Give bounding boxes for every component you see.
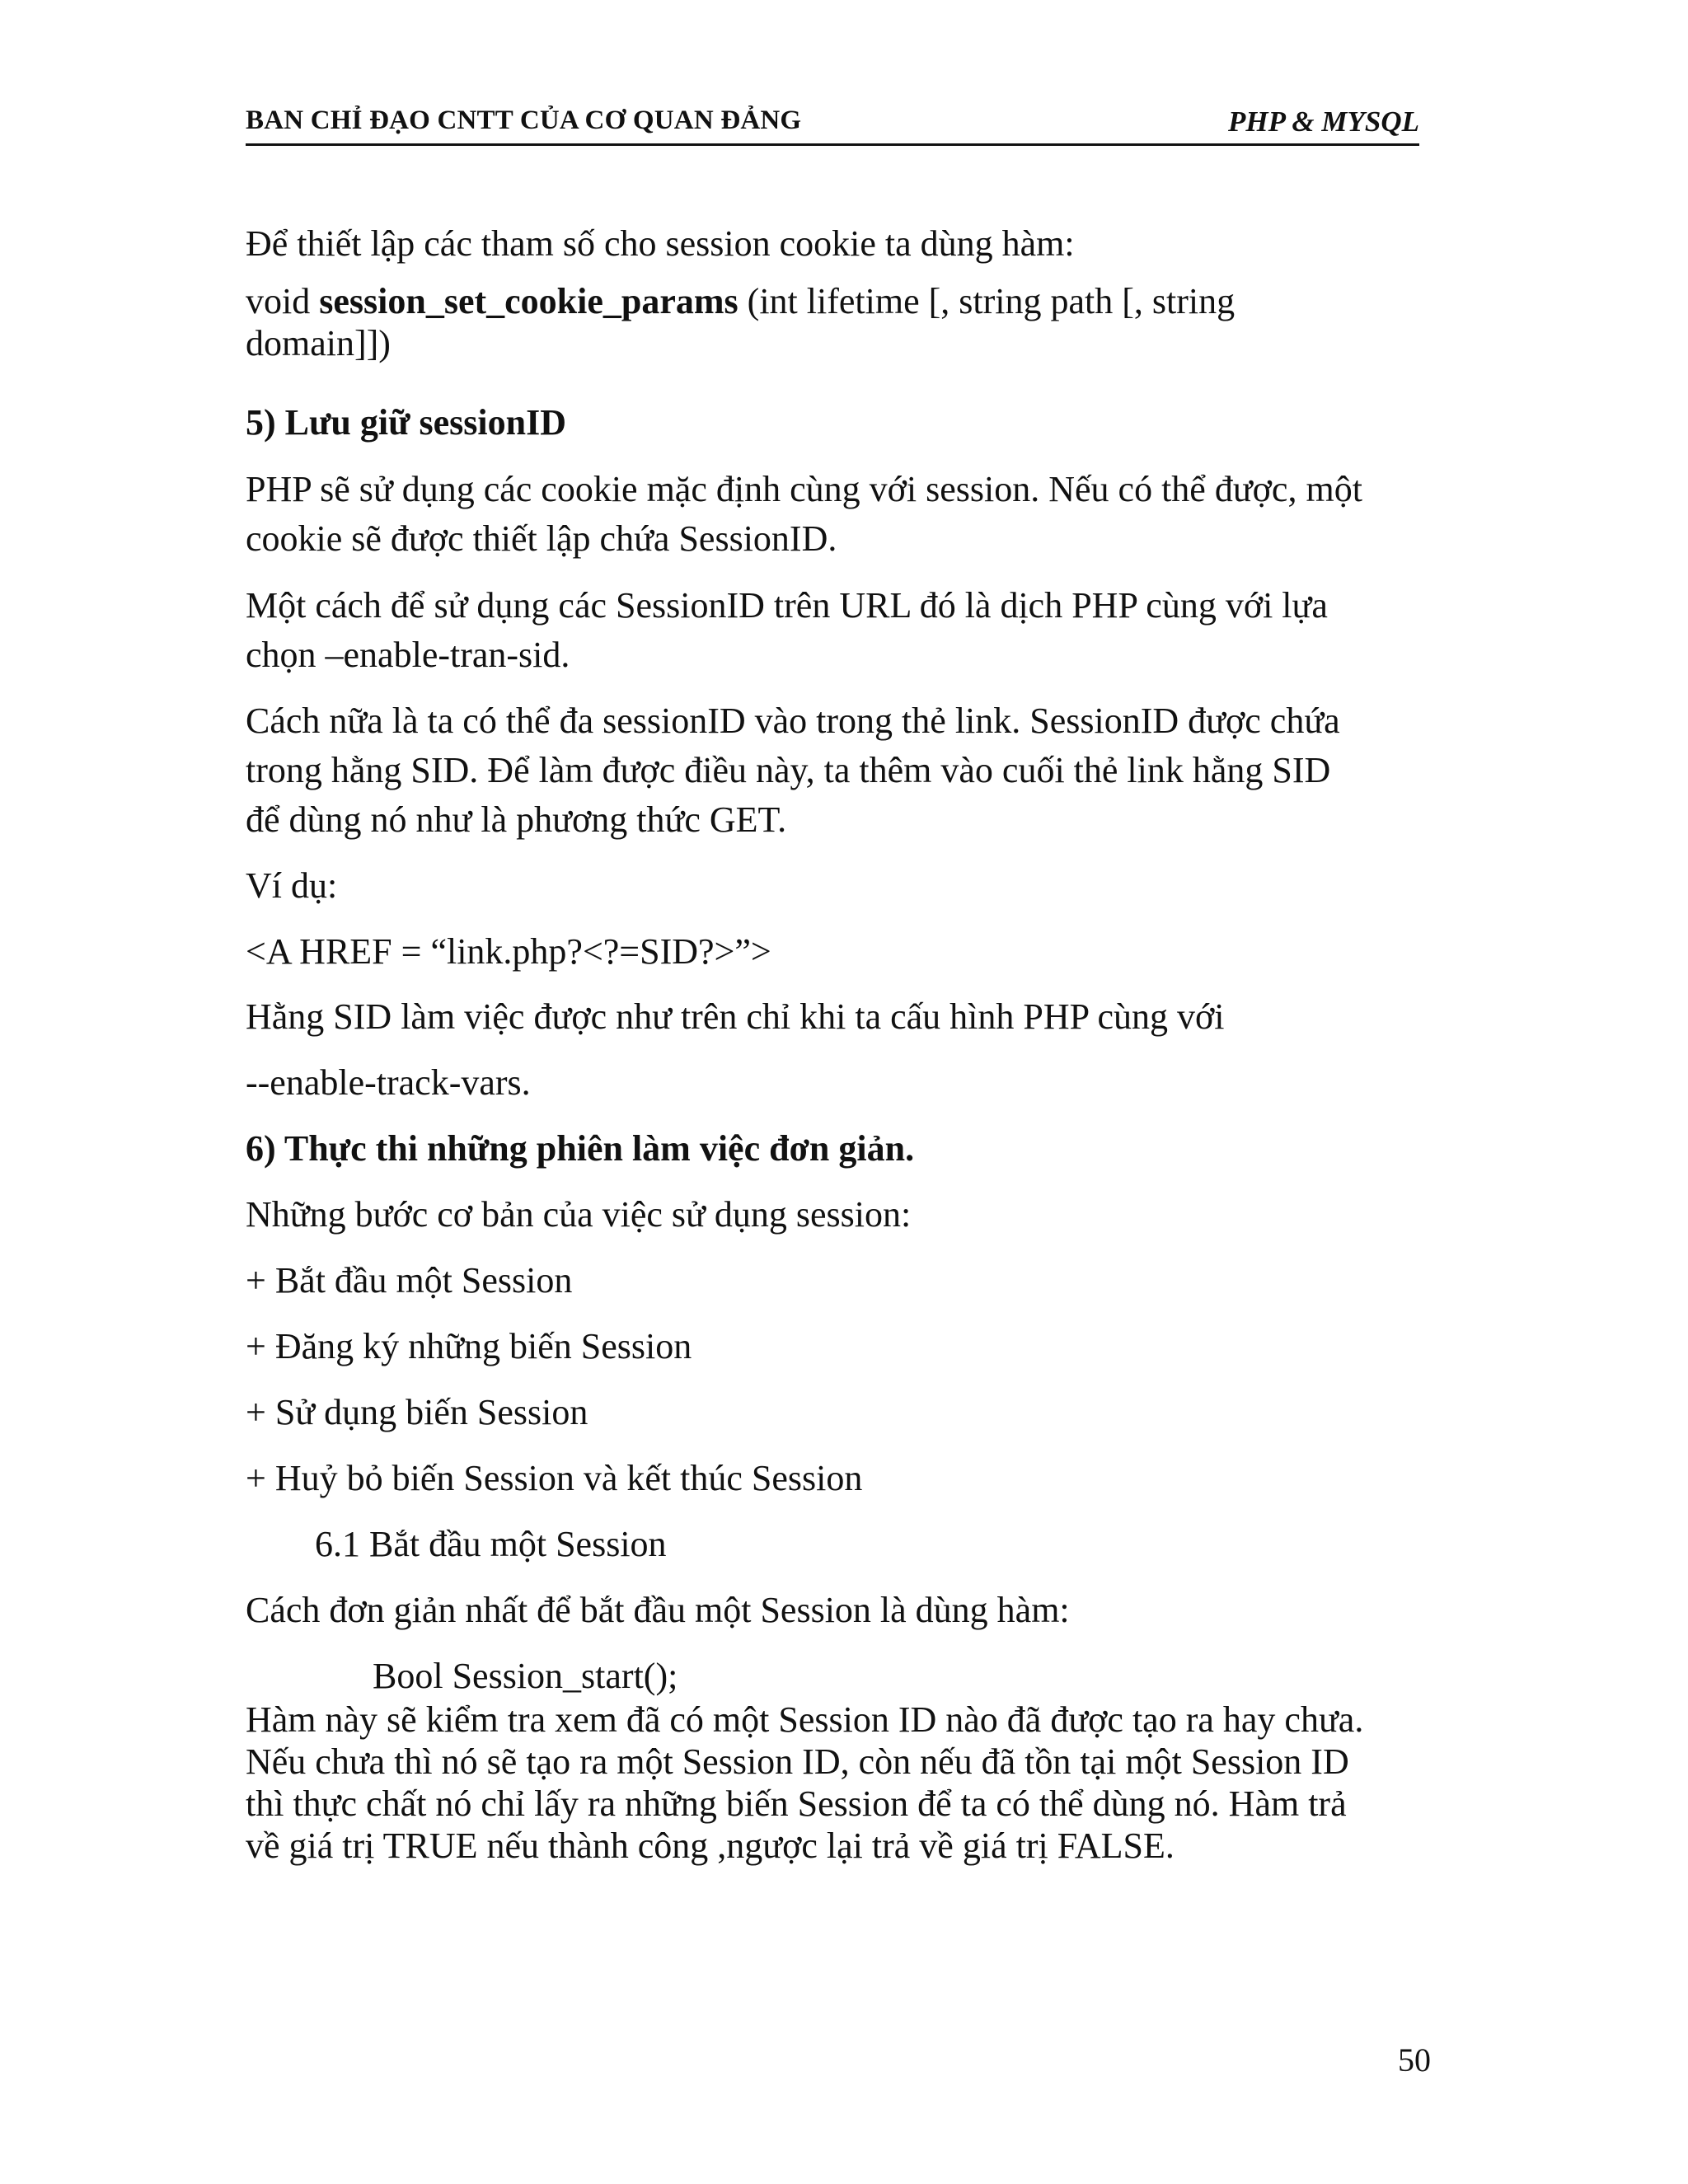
step-item: + Bắt đầu một Session	[246, 1260, 573, 1301]
intro-text: Để thiết lập các tham số cho session cookie ta dùng hàm:	[246, 223, 1075, 264]
paragraph-4-line2: --enable-track-vars.	[246, 1062, 531, 1103]
subsection-6-1-intro: Cách đơn giản nhất để bắt đầu một Session là dùng hàm:	[246, 1590, 1070, 1630]
header-subject: PHP & MYSQL	[1227, 105, 1419, 138]
step-item: + Đăng ký những biến Session	[246, 1326, 692, 1366]
paragraph-1-line1: PHP sẽ sử dụng các cookie mặc định cùng với session. Nếu có thể được, một	[246, 469, 1362, 509]
example-label: Ví dụ:	[246, 865, 338, 906]
paragraph-1-line2: cookie sẽ được thiết lập chứa SessionID.	[246, 518, 837, 559]
paragraph-4-line1: Hằng SID làm việc được như trên chỉ khi ta cấu hình PHP cùng với	[246, 996, 1225, 1037]
paragraph-3-line3: để dùng nó như là phương thức GET.	[246, 799, 787, 840]
paragraph-5-line3: thì thực chất nó chỉ lấy ra những biến Session để ta có thể dùng nó. Hàm trả	[246, 1783, 1347, 1824]
step-item: + Huỷ bỏ biến Session và kết thúc Session	[246, 1458, 863, 1498]
step-item: + Sử dụng biến Session	[246, 1392, 588, 1432]
example-code: <A HREF = “link.php?<?=SID?>”>	[246, 931, 771, 972]
subsection-6-1-code: Bool Session_start();	[373, 1656, 678, 1696]
signature-args: (int lifetime [, string path [, string	[738, 281, 1236, 321]
signature-prefix: void	[246, 281, 320, 321]
header-organization: BAN CHỈ ĐẠO CNTT CỦA CƠ QUAN ĐẢNG	[246, 105, 802, 135]
paragraph-3-line1: Cách nữa là ta có thể đa sessionID vào trong thẻ link. SessionID được chứa	[246, 701, 1340, 741]
page-header	[246, 104, 1419, 146]
paragraph-3-line2: trong hằng SID. Để làm được điều này, ta thêm vào cuối thẻ link hằng SID	[246, 750, 1331, 790]
signature-function-name: session_set_cookie_params	[319, 281, 738, 321]
paragraph-5-line1: Hàm này sẽ kiểm tra xem đã có một Session ID nào đã được tạo ra hay chưa.	[246, 1699, 1364, 1740]
paragraph-5-line2: Nếu chưa thì nó sẽ tạo ra một Session ID, còn nếu đã tồn tại một Session ID	[246, 1741, 1349, 1782]
paragraph-2-line1: Một cách để sử dụng các SessionID trên URL đó là dịch PHP cùng với lựa	[246, 585, 1328, 626]
paragraph-5-line4: về giá trị TRUE nếu thành công ,ngược lại trả về giá trị FALSE.	[246, 1825, 1175, 1866]
function-signature-line2: domain]])	[246, 323, 391, 363]
steps-intro: Những bước cơ bản của việc sử dụng session:	[246, 1194, 912, 1235]
section-6-title: 6) Thực thi những phiên làm việc đơn giản.	[246, 1128, 915, 1169]
section-5-title: 5) Lưu giữ sessionID	[246, 402, 566, 443]
paragraph-2-line2: chọn –enable-tran-sid.	[246, 635, 570, 675]
page-number: 50	[1398, 2041, 1431, 2079]
subsection-6-1-title: 6.1 Bắt đầu một Session	[315, 1524, 667, 1564]
